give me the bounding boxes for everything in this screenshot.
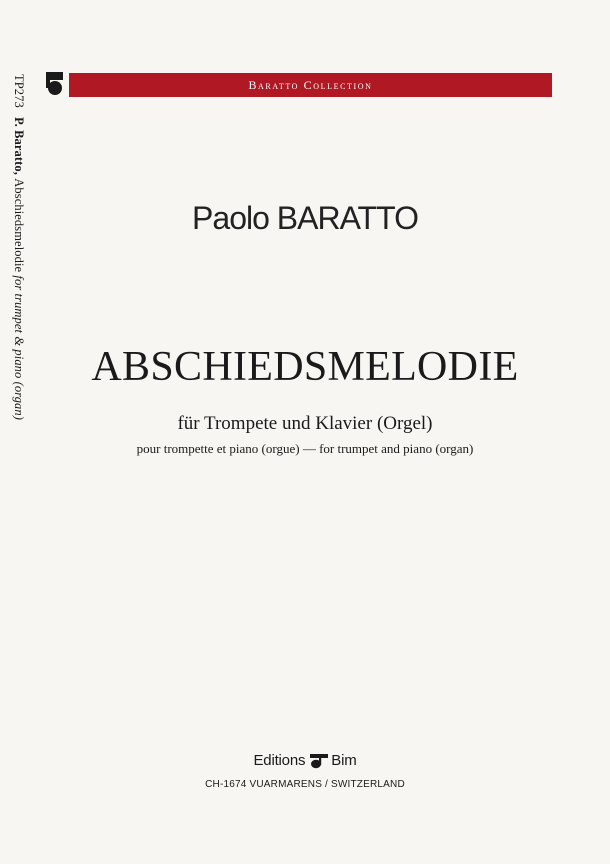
composer-name: Paolo BARATTO [192, 200, 418, 236]
publisher-address: CH-1674 VUARMARENS / SWITZERLAND [205, 779, 405, 790]
spine-catalog-code: TP273 [12, 74, 26, 108]
music-note-icon [308, 753, 330, 769]
spine-instrumentation: for trumpet & piano (organ) [12, 275, 26, 421]
subtitle-french-english: pour trompette et piano (orgue) — for trumpet and piano (organ) [136, 441, 474, 456]
spine-work-title: Abschiedsmelodie [12, 178, 26, 276]
publisher-name-editions: Editions [253, 752, 306, 769]
collection-banner-label: Baratto Collection [248, 77, 373, 92]
subtitle-german: für Trompete und Klavier (Orgel) [177, 413, 433, 434]
work-title: ABSCHIEDSMELODIE [91, 344, 519, 390]
bim-logo-icon [46, 72, 63, 96]
collection-banner [69, 73, 552, 97]
publisher-logo [0, 752, 610, 769]
publisher-name-bim: Bim [331, 752, 357, 769]
spine-composer: P. Baratto, [12, 117, 26, 176]
